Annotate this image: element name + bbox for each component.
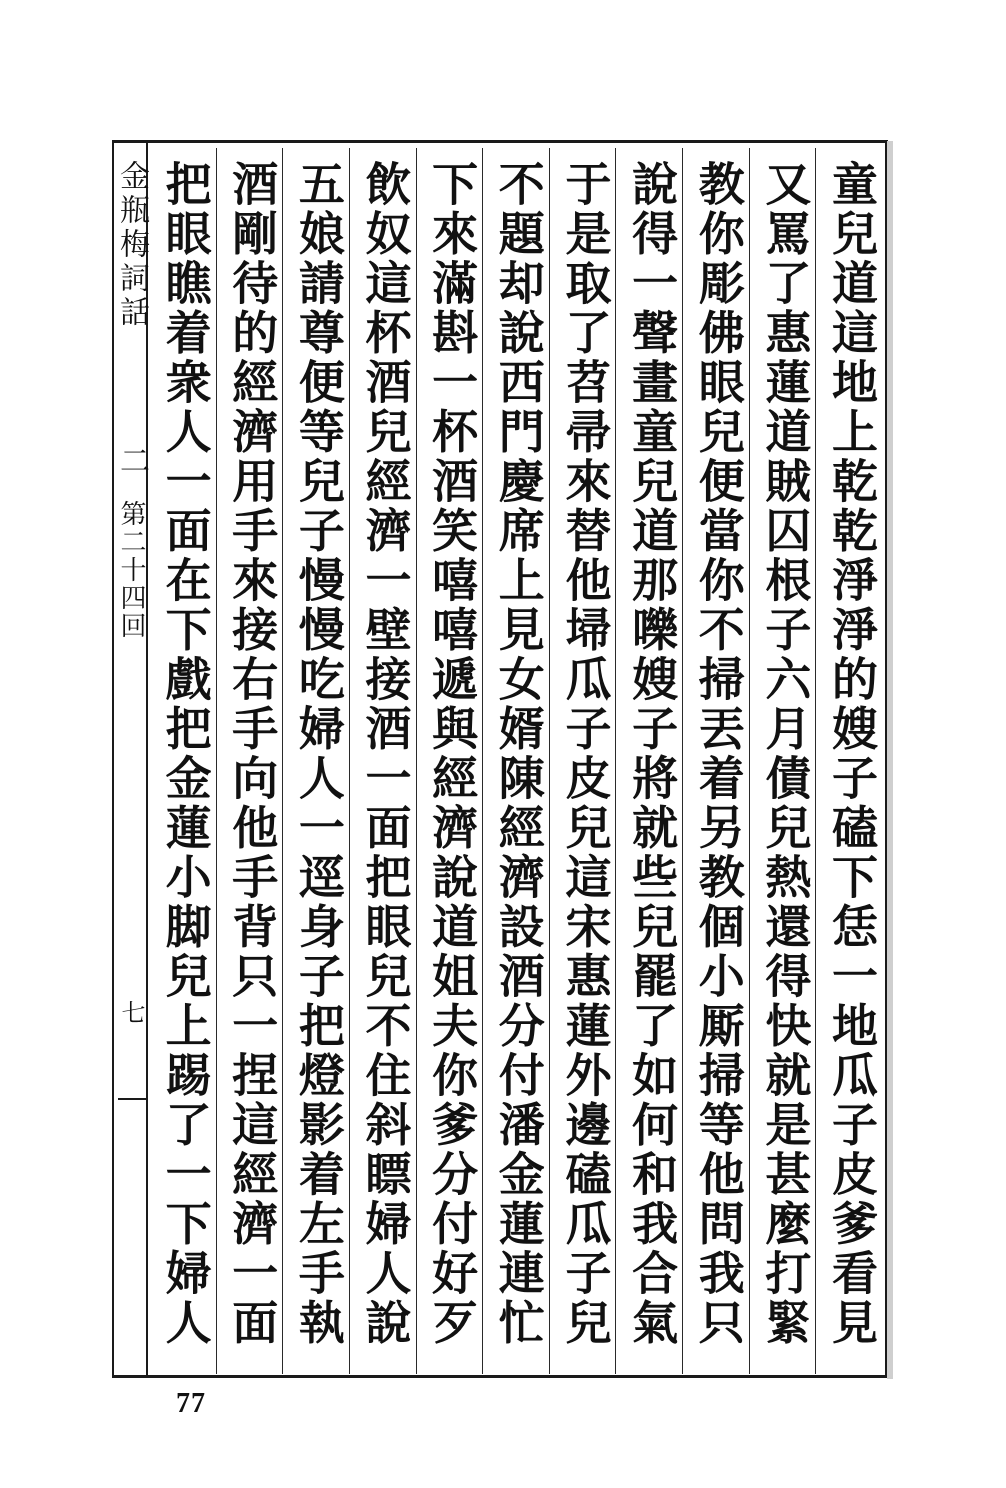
margin-leaf-number: 七 <box>117 1000 145 1024</box>
text-column-2: 又罵了惠蓮道賊囚根子六月債兒熱還得快就是甚麼打緊 <box>749 148 816 1374</box>
margin-book-title: 金瓶梅詞話 <box>114 160 149 330</box>
text-column-6: 不題却說西門慶席上見女婿陳經濟設酒分付潘金蓮連忙 <box>482 148 549 1374</box>
text-column-11: 把眼瞧着衆人一面在下戲把金蓮小脚兒上踢了一下婦人 <box>158 160 213 1348</box>
text-column-8: 飲奴這杯酒兒經濟一壁接酒一面把眼兒不住斜瞟婦人說 <box>349 148 416 1374</box>
text-column-10: 酒剛待的經濟用手來接右手向他手背只一捏這經濟一面 <box>216 148 283 1374</box>
margin-volume-number: 二 <box>114 445 149 475</box>
text-column-4: 說得一聲畫童兒道那嚛嫂子將就些兒罷了如何和我合氣 <box>615 148 682 1374</box>
page-number: 77 <box>176 1388 206 1419</box>
text-column-1: 童兒道這地上乾乾淨淨的嫂子磕下恁一地瓜子皮爹看見 <box>815 148 882 1374</box>
text-column-5: 于是取了苕帚來替他埽瓜子皮兒這宋惠蓮外邊磕瓜子兒 <box>549 148 616 1374</box>
text-column-7: 下來滿斟一杯酒笑嘻嘻遞與經濟說道姐夫你爹分付好歹 <box>416 148 483 1374</box>
margin-rule <box>118 1098 146 1100</box>
text-column-3: 教你彫佛眼兒便當你不掃丟着另教個小厮掃等他問我只 <box>682 148 749 1374</box>
text-columns <box>150 148 882 1374</box>
text-column-9: 五娘請尊便等兒子慢慢吃婦人一逕身子把燈影着左手執 <box>282 148 349 1374</box>
margin-chapter-label: 第二十四回 <box>116 500 146 640</box>
